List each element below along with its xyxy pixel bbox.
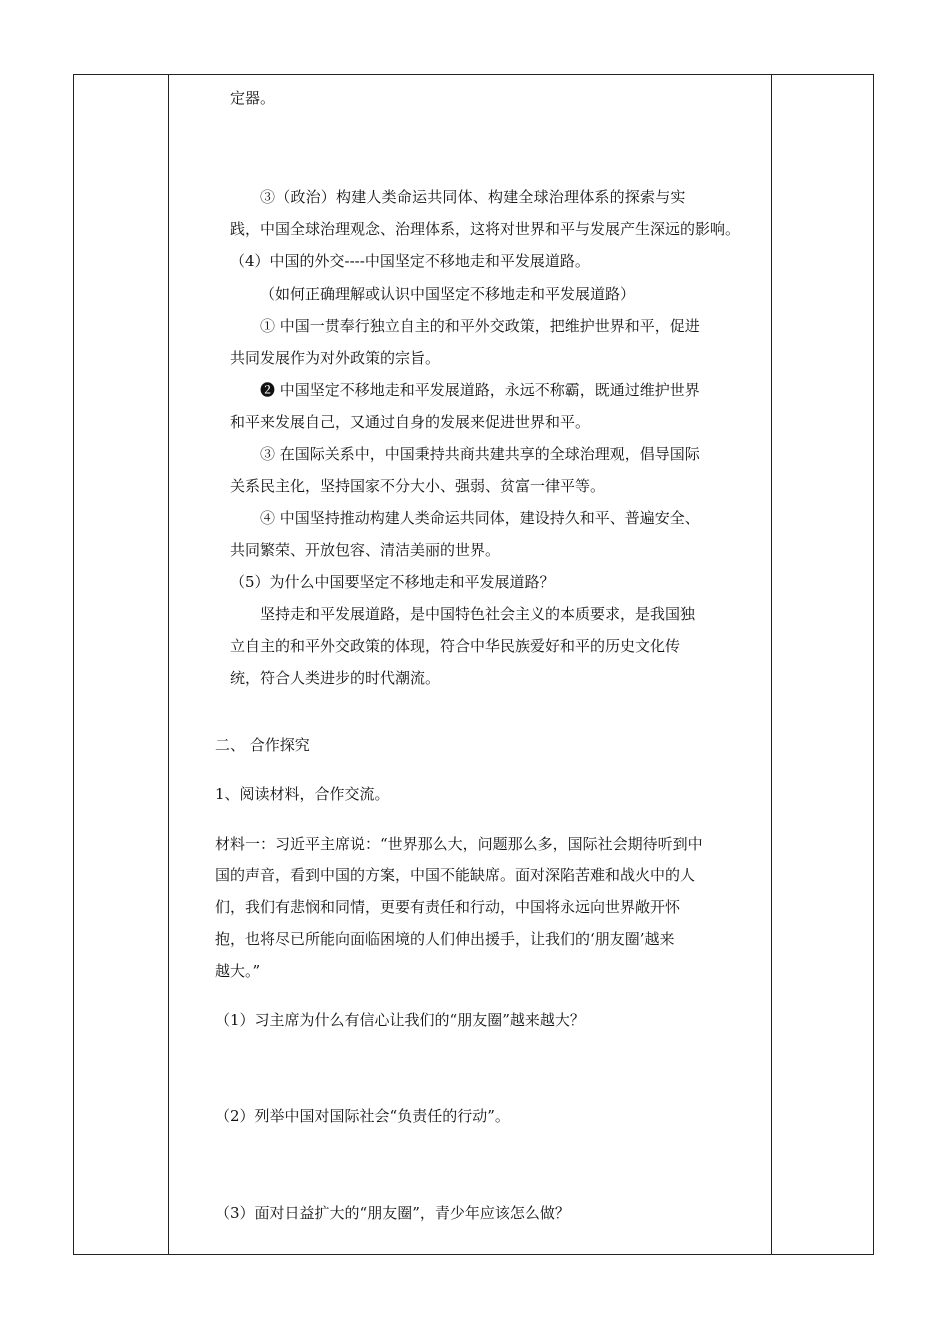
question-1: （1）习主席为什么有信心让我们的“朋友圈”越来越大？ xyxy=(215,1011,585,1029)
text-line: 统，符合人类进步的时代潮流。 xyxy=(230,669,441,687)
material-line: 抱，也将尽已所能向面临困境的人们伸出援手，让我们的‘朋友圈’越来 xyxy=(215,930,675,948)
text-line: ① 中国一贯奉行独立自主的和平外交政策，把维护世界和平，促进 xyxy=(260,317,700,335)
text-line: ③ 在国际关系中，中国秉持共商共建共享的全球治理观，倡导国际 xyxy=(260,445,700,463)
section-heading: （5）为什么中国要坚定不移地走和平发展道路？ xyxy=(230,573,555,591)
text-line: 坚持走和平发展道路，是中国特色社会主义的本质要求，是我国独 xyxy=(260,605,696,623)
text-line: ③（政治）构建人类命运共同体、构建全球治理体系的探索与实 xyxy=(260,188,686,206)
text-line: ❷ 中国坚定不移地走和平发展道路，永远不称霸，既通过维护世界 xyxy=(260,381,700,399)
material-line: 国的声音，看到中国的方案，中国不能缺席。面对深陷苦难和战火中的人 xyxy=(215,866,696,884)
text-line: 定器。 xyxy=(230,89,276,107)
text-line: ④ 中国坚持推动构建人类命运共同体，建设持久和平、普遍安全、 xyxy=(260,509,700,527)
text-line: 1、阅读材料，合作交流。 xyxy=(215,785,390,803)
text-line: 共同发展作为对外政策的宗旨。 xyxy=(230,349,441,367)
question-2: （2）列举中国对国际社会“负责任的行动”。 xyxy=(215,1107,510,1125)
text-line: 共同繁荣、开放包容、清洁美丽的世界。 xyxy=(230,541,501,559)
text-line: 关系民主化，坚持国家不分大小、强弱、贫富一律平等。 xyxy=(230,477,606,495)
text-line: 和平来发展自己，又通过自身的发展来促进世界和平。 xyxy=(230,413,591,431)
text-line: 践，中国全球治理观念、治理体系，这将对世界和平与发展产生深远的影响。 xyxy=(230,220,741,238)
section-heading: （4）中国的外交----中国坚定不移地走和平发展道路。 xyxy=(230,252,590,270)
text-line: （如何正确理解或认识中国坚定不移地走和平发展道路） xyxy=(260,285,636,303)
section-heading: 二、 合作探究 xyxy=(215,736,310,754)
material-line: 们，我们有悲悯和同情，更要有责任和行动，中国将永远向世界敞开怀 xyxy=(215,898,681,916)
question-3: （3）面对日益扩大的“朋友圈”，青少年应该怎么做？ xyxy=(215,1204,570,1222)
material-line: 材料一：习近平主席说：“世界那么大，问题那么多，国际社会期待听到中 xyxy=(215,835,703,853)
column-divider-left xyxy=(168,74,169,1255)
column-divider-right xyxy=(771,74,772,1255)
text-line: 立自主的和平外交政策的体现，符合中华民族爱好和平的历史文化传 xyxy=(230,637,681,655)
material-line: 越大。” xyxy=(215,962,261,980)
